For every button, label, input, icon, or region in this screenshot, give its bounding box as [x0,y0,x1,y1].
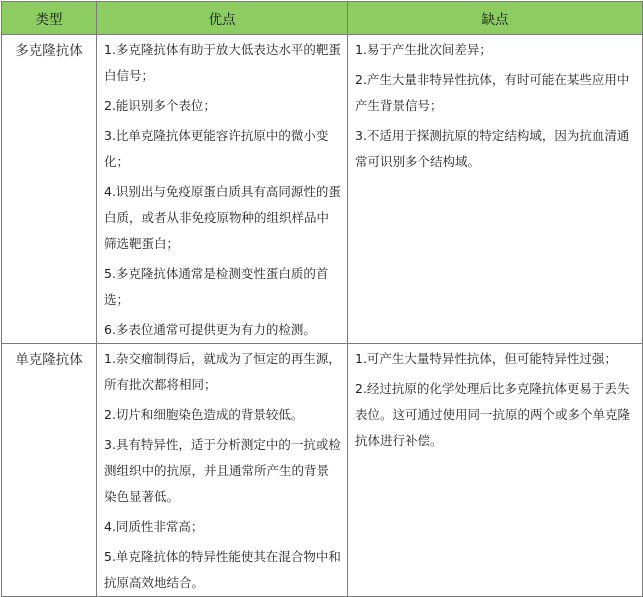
type-cell: 多克隆抗体 [2,35,97,344]
pros-item: 2.切片和细胞染色造成的背景较低。 [104,407,304,422]
pros-item: 1.杂交瘤制得后，就成为了恒定的再生源，所有批次都将相同； [104,351,341,392]
pros-item: 6.多表位通常可提供更为有力的检测。 [104,322,316,337]
antibody-comparison-table [1,1,643,597]
pros-item: 4.同质性非常高； [104,519,204,534]
cons-item: 1.易于产生批次间差异； [355,42,492,57]
pros-cell [97,35,348,344]
header-type: 类型 [2,2,97,35]
cons-item: 2.产生大量非特异性抗体，有时可能在某些应用中产生背景信号； [355,72,630,113]
pros-item: 3.具有特异性，适于分析测定中的一抗或检测组织中的抗原，并且通常所产生的背景染色显著低。 [104,437,341,504]
cons-cell [348,344,643,597]
pros-item: 4.识别出与免疫原蛋白质具有高同源性的蛋白质，或者从非免疫原物种的组织样品中筛选靶蛋白； [104,184,341,251]
cons-item: 3.不适用于探测抗原的特定结构域，因为抗血清通常可识别多个结构域。 [355,128,630,169]
pros-item: 5.单克隆抗体的特异性能使其在混合物中和抗原高效地结合。 [104,549,341,590]
table-row-monoclonal [2,344,643,597]
pros-item: 5.多克隆抗体通常是检测变性蛋白质的首选； [104,266,329,307]
header-row [2,2,643,35]
cons-item: 1.可产生大量特异性抗体，但可能特异性过强； [355,351,617,366]
header-cons: 缺点 [348,2,643,35]
pros-item: 3.比单克隆抗体更能容许抗原中的微小变化； [104,128,329,169]
header-pros: 优点 [97,2,348,35]
cons-cell [348,35,643,344]
table-row-polyclonal [2,35,643,344]
pros-cell [97,344,348,597]
pros-item: 1.多克隆抗体有助于放大低表达水平的靶蛋白信号； [104,42,341,83]
cons-item: 2.经过抗原的化学处理后比多克隆抗体更易于丢失表位。这可通过使用同一抗原的两个或多个单克隆抗体进行补偿。 [355,381,631,448]
type-cell: 单克隆抗体 [2,344,97,597]
pros-item: 2.能识别多个表位； [104,98,216,113]
